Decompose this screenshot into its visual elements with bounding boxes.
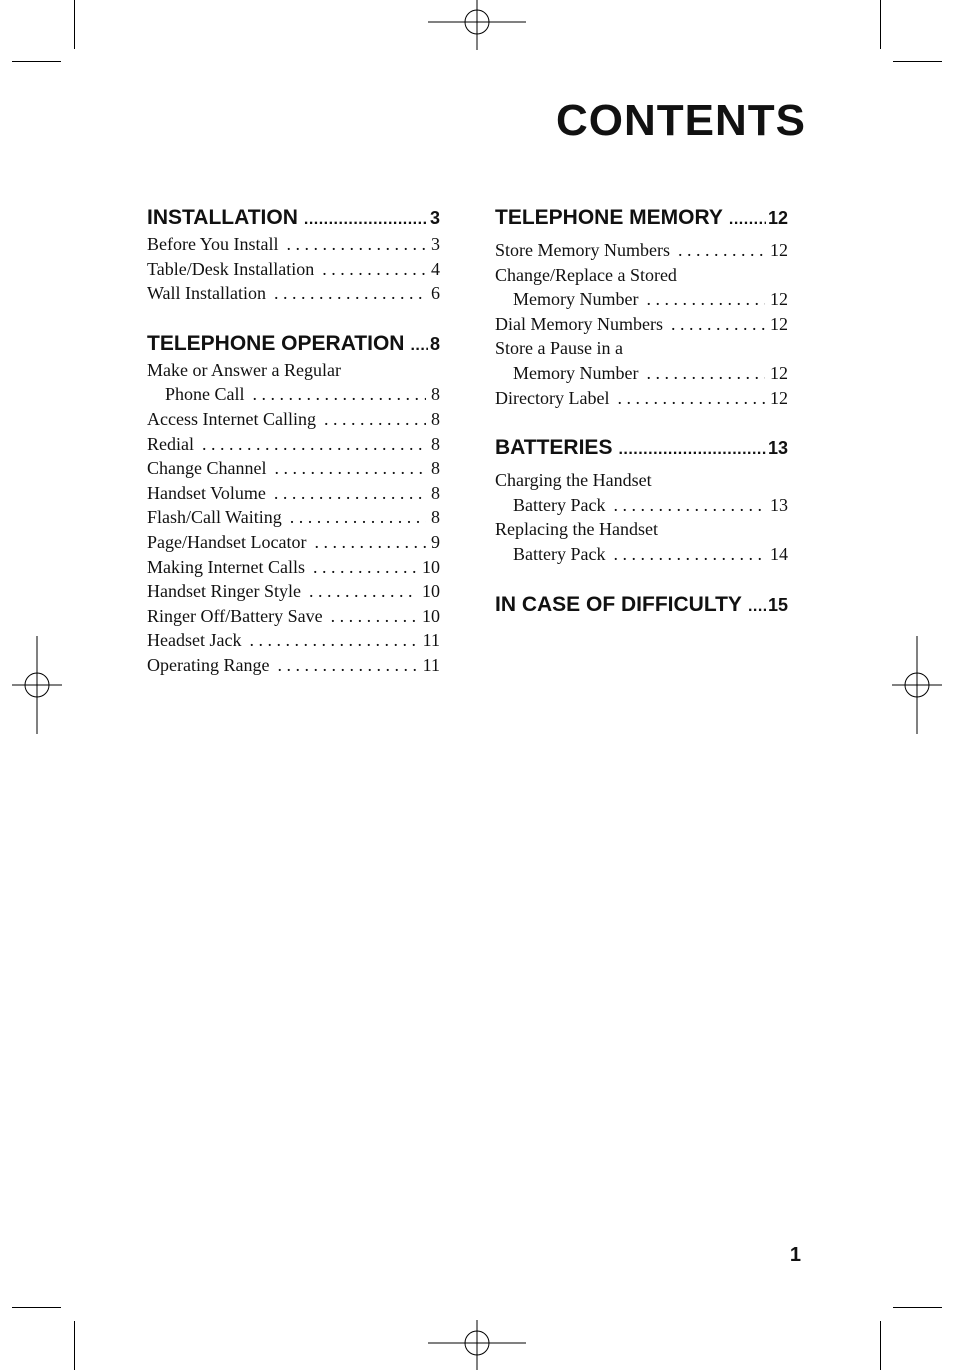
dot-leader [274, 481, 426, 506]
toc-entry[interactable] [495, 312, 788, 337]
toc-entry[interactable] [495, 263, 788, 288]
page-number: 1 [789, 1244, 801, 1266]
registration-mark-right [892, 636, 942, 734]
toc-entry[interactable] [147, 382, 440, 407]
toc-entry[interactable] [147, 653, 440, 678]
crop-mark [880, 1321, 881, 1370]
toc-section-heading[interactable] [147, 204, 440, 232]
crop-mark [12, 1307, 61, 1308]
dot-leader [290, 505, 426, 530]
toc-entry[interactable] [147, 456, 440, 481]
entry-label: Access Internet Calling [147, 408, 316, 429]
dot-leader [324, 407, 426, 432]
entry-label: Store a Pause in a [495, 338, 623, 359]
toc-column-right [495, 204, 788, 643]
entry-label: Phone Call [165, 384, 245, 405]
toc-section-heading[interactable] [495, 434, 788, 462]
dot-leader [249, 628, 417, 653]
entry-label: Ringer Off/Battery Save [147, 605, 323, 626]
crop-mark [893, 1307, 942, 1308]
dot-leader [618, 436, 766, 464]
section-page-number: 15 [767, 594, 788, 615]
section-page-number: 12 [767, 208, 788, 228]
toc-entry[interactable] [147, 432, 440, 457]
toc-section [495, 591, 788, 619]
entry-label: Make or Answer a Regular [147, 359, 341, 380]
dot-leader [314, 530, 426, 555]
entry-page-number: 12 [770, 240, 788, 260]
entry-page-number: 12 [770, 387, 788, 408]
entry-label: Memory Number [513, 362, 639, 383]
dot-leader [646, 287, 765, 312]
entry-page-number: 10 [422, 556, 440, 577]
entry-page-number: 8 [431, 458, 440, 479]
crop-mark [880, 0, 881, 49]
dot-leader [748, 593, 766, 621]
toc-section [147, 204, 440, 306]
section-page-number: 3 [429, 208, 440, 228]
toc-entry[interactable] [495, 517, 788, 542]
toc-entry[interactable] [147, 281, 440, 306]
entry-label: Before You Install [147, 234, 279, 254]
crop-mark [74, 1321, 75, 1370]
entry-label: Change Channel [147, 458, 267, 479]
section-title: TELEPHONE OPERATION [147, 331, 405, 355]
entry-label: Making Internet Calls [147, 556, 305, 577]
entry-label: Flash/Call Waiting [147, 507, 282, 528]
toc-entry[interactable] [147, 257, 440, 282]
entry-page-number: 6 [431, 283, 440, 304]
dot-leader [410, 332, 428, 360]
entry-page-number: 13 [770, 494, 788, 515]
toc-section-heading[interactable] [495, 204, 788, 232]
toc-section [147, 330, 440, 678]
dot-leader [313, 555, 417, 580]
entry-label: Redial [147, 433, 194, 454]
entry-label: Handset Ringer Style [147, 581, 301, 602]
entry-page-number: 11 [422, 630, 440, 651]
dot-leader [617, 386, 765, 411]
dot-leader [322, 257, 426, 282]
entry-label: Table/Desk Installation [147, 258, 315, 279]
toc-section-heading[interactable] [147, 330, 440, 358]
section-title: BATTERIES [495, 436, 613, 460]
section-title: IN CASE OF DIFFICULTY [495, 592, 742, 616]
section-page-number: 8 [429, 333, 440, 354]
section-title: TELEPHONE MEMORY [495, 206, 723, 229]
entry-page-number: 4 [431, 258, 440, 279]
toc-section-heading[interactable] [495, 591, 788, 619]
entry-label: Charging the Handset [495, 470, 652, 491]
toc-column-left [147, 204, 440, 702]
entry-page-number: 12 [770, 289, 788, 310]
toc-entry[interactable] [495, 542, 788, 567]
entry-label: Directory Label [495, 387, 610, 408]
entry-label: Operating Range [147, 654, 270, 675]
toc-entry[interactable] [147, 579, 440, 604]
entry-label: Change/Replace a Stored [495, 264, 677, 285]
toc-entry[interactable] [495, 386, 788, 411]
entry-label: Handset Volume [147, 482, 266, 503]
toc-entry[interactable] [147, 358, 440, 383]
entry-page-number: 3 [431, 234, 440, 254]
dot-leader [253, 382, 427, 407]
toc-entry[interactable] [495, 468, 788, 493]
dot-leader [274, 281, 426, 306]
dot-leader [309, 579, 417, 604]
section-title: INSTALLATION [147, 206, 298, 229]
entry-label: Memory Number [513, 289, 639, 310]
toc-entry[interactable] [147, 232, 440, 257]
dot-leader [678, 238, 765, 263]
toc-entry[interactable] [147, 505, 440, 530]
registration-mark-top [428, 0, 526, 50]
dot-leader [202, 432, 426, 457]
toc-section [495, 204, 788, 410]
entry-page-number: 14 [770, 543, 788, 564]
toc-entry[interactable] [495, 493, 788, 518]
entry-label: Replacing the Handset [495, 519, 658, 540]
dot-leader [671, 312, 765, 337]
registration-mark-bottom [428, 1320, 526, 1370]
crop-mark [12, 61, 61, 62]
toc-entry[interactable] [147, 604, 440, 629]
entry-page-number: 9 [431, 531, 440, 552]
entry-page-number: 12 [770, 313, 788, 334]
entry-label: Headset Jack [147, 630, 242, 651]
toc-entry[interactable] [147, 555, 440, 580]
entry-page-number: 10 [422, 605, 440, 626]
entry-page-number: 11 [422, 654, 440, 675]
dot-leader [277, 653, 417, 678]
entry-label: Dial Memory Numbers [495, 313, 663, 334]
entry-page-number: 8 [431, 433, 440, 454]
toc-section [495, 434, 788, 566]
entry-label: Battery Pack [513, 543, 606, 564]
toc-entry[interactable] [147, 628, 440, 653]
entry-page-number: 12 [770, 362, 788, 383]
section-page-number: 13 [767, 438, 788, 459]
crop-mark [893, 61, 942, 62]
toc-entry[interactable] [495, 238, 788, 263]
toc-entry[interactable] [495, 336, 788, 361]
toc-entry[interactable] [495, 287, 788, 312]
dot-leader [287, 232, 427, 257]
dot-leader [729, 206, 766, 234]
entry-label: Page/Handset Locator [147, 531, 307, 552]
dot-leader [613, 542, 765, 567]
dot-leader [304, 206, 428, 234]
entry-page-number: 8 [431, 507, 440, 528]
dot-leader [331, 604, 417, 629]
entry-page-number: 8 [431, 482, 440, 503]
entry-page-number: 8 [431, 408, 440, 429]
dot-leader [646, 361, 765, 386]
dot-leader [613, 493, 765, 518]
entry-label: Wall Installation [147, 283, 267, 304]
registration-mark-left [12, 636, 62, 734]
entry-label: Store Memory Numbers [495, 240, 670, 260]
toc-entry[interactable] [495, 361, 788, 386]
toc-entry[interactable] [147, 481, 440, 506]
toc-entry[interactable] [147, 407, 440, 432]
entry-page-number: 10 [422, 581, 440, 602]
entry-label: Battery Pack [513, 494, 606, 515]
entry-page-number: 8 [431, 384, 440, 405]
crop-mark [74, 0, 75, 49]
toc-entry[interactable] [147, 530, 440, 555]
page-title: CONTENTS [556, 96, 806, 145]
dot-leader [274, 456, 426, 481]
